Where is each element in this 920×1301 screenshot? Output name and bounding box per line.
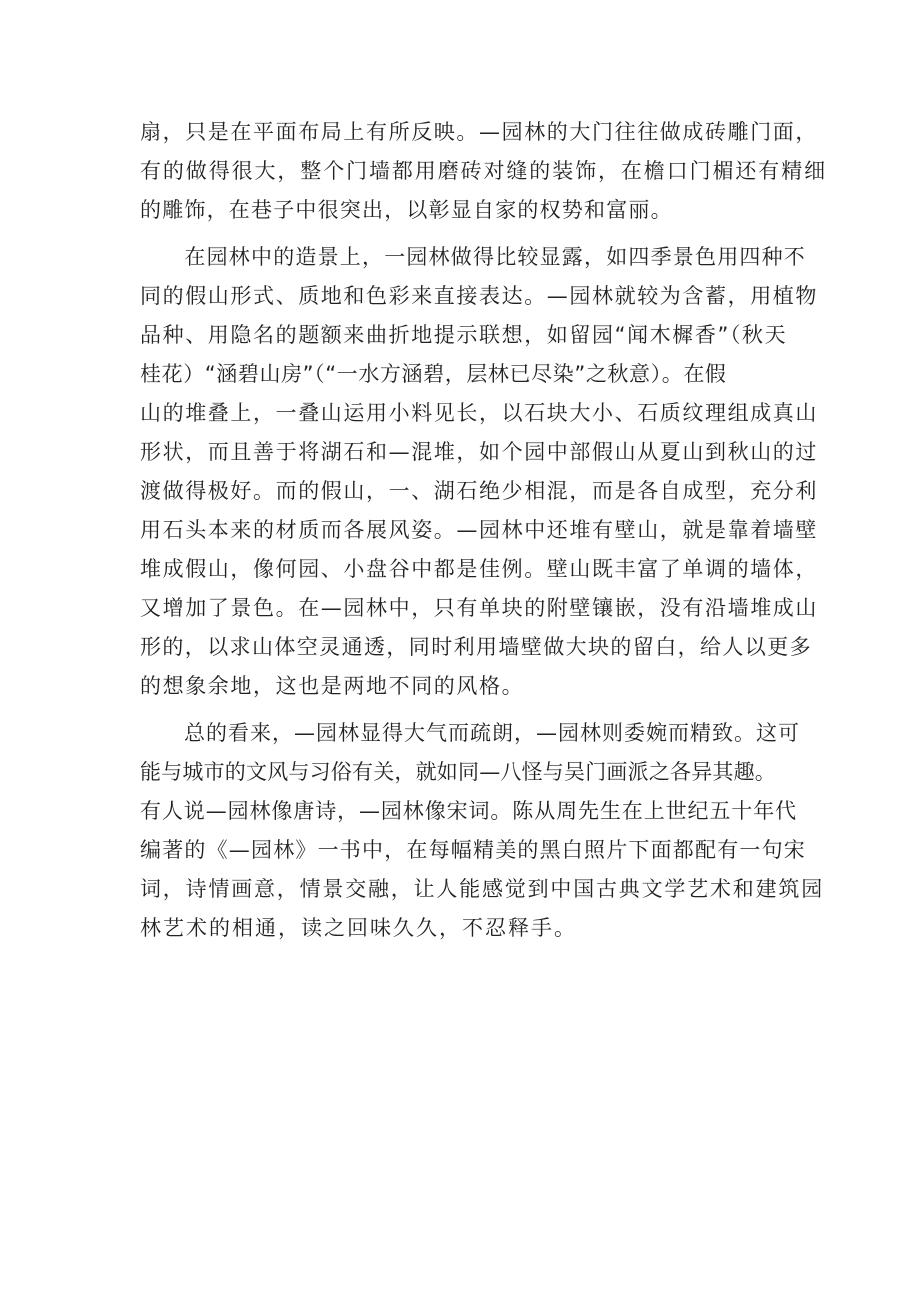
document-body (140, 113, 827, 948)
text-line: 有的做得很大，整个门墙都用磨砖对缝的装饰，在檐口门楣还有精细 (140, 159, 827, 183)
text-line: 形的，以求山体空灵通透，同时利用墙壁做大块的留白，给人以更多 (140, 635, 812, 659)
text-line: 堆成假山，像何园、小盘谷中都是佳例。壁山既丰富了单调的墙体， (140, 557, 818, 581)
text-line: 林艺术的相通，读之回味久久，不忍释手。 (140, 916, 577, 940)
text-line: 在园林中的造景上，一园林做得比较显露，如四季景色用四种不 (140, 245, 806, 269)
paragraph-3 (140, 714, 824, 948)
text-line: 总的看来，—园林显得大气而疏朗，—园林则委婉而精致。这可 (140, 721, 800, 745)
text-line: 有人说—园林像唐诗，—园林像宋词。陈从周先生在上世纪五十年代 (140, 799, 797, 823)
text-line: 能与城市的文风与习俗有关，就如同—八怪与吴门画派之各异其趣。 (140, 760, 776, 784)
text-line: 编著的《—园林》一书中，在每幅精美的黑白照片下面都配有一句宋 (140, 838, 806, 862)
text-line: 用石头本来的材质而各展风姿。—园林中还堆有壁山，就是靠着墙壁 (140, 518, 818, 542)
text-line: 同的假山形式、质地和色彩来直接表达。—园林就较为含蓄，用植物 (140, 284, 818, 308)
text-line: 词，诗情画意，情景交融，让人能感觉到中国古典文学艺术和建筑园 (140, 877, 824, 901)
paragraph-1 (140, 113, 827, 230)
text-line: 扇，只是在平面布局上有所反映。—园林的大门往往做成砖雕门面， (140, 120, 818, 144)
text-line: 的想象余地，这也是两地不同的风格。 (140, 674, 525, 698)
text-line: 又增加了景色。在—园林中，只有单块的附壁镶嵌，没有沿墙堆成山 (140, 596, 818, 620)
text-line: 桂花）“涵碧山房”（“一水方涵碧，层林已尽染”之秋意）。在假 (140, 362, 727, 386)
text-line: 渡做得极好。而的假山，一、湖石绝少相混，而是各自成型，充分利 (140, 479, 818, 503)
paragraph-2 (140, 238, 818, 706)
text-line: 的雕饰，在巷子中很突出，以彰显自家的权势和富丽。 (140, 198, 673, 222)
text-line: 形状，而且善于将湖石和—混堆，如个园中部假山从夏山到秋山的过 (140, 440, 818, 464)
text-line: 山的堆叠上，一叠山运用小料见长，以石块大小、石质纹理组成真山 (140, 401, 818, 425)
text-line: 品种、用隐名的题额来曲折地提示联想，如留园“闻木樨香”（秋天 (140, 323, 788, 347)
